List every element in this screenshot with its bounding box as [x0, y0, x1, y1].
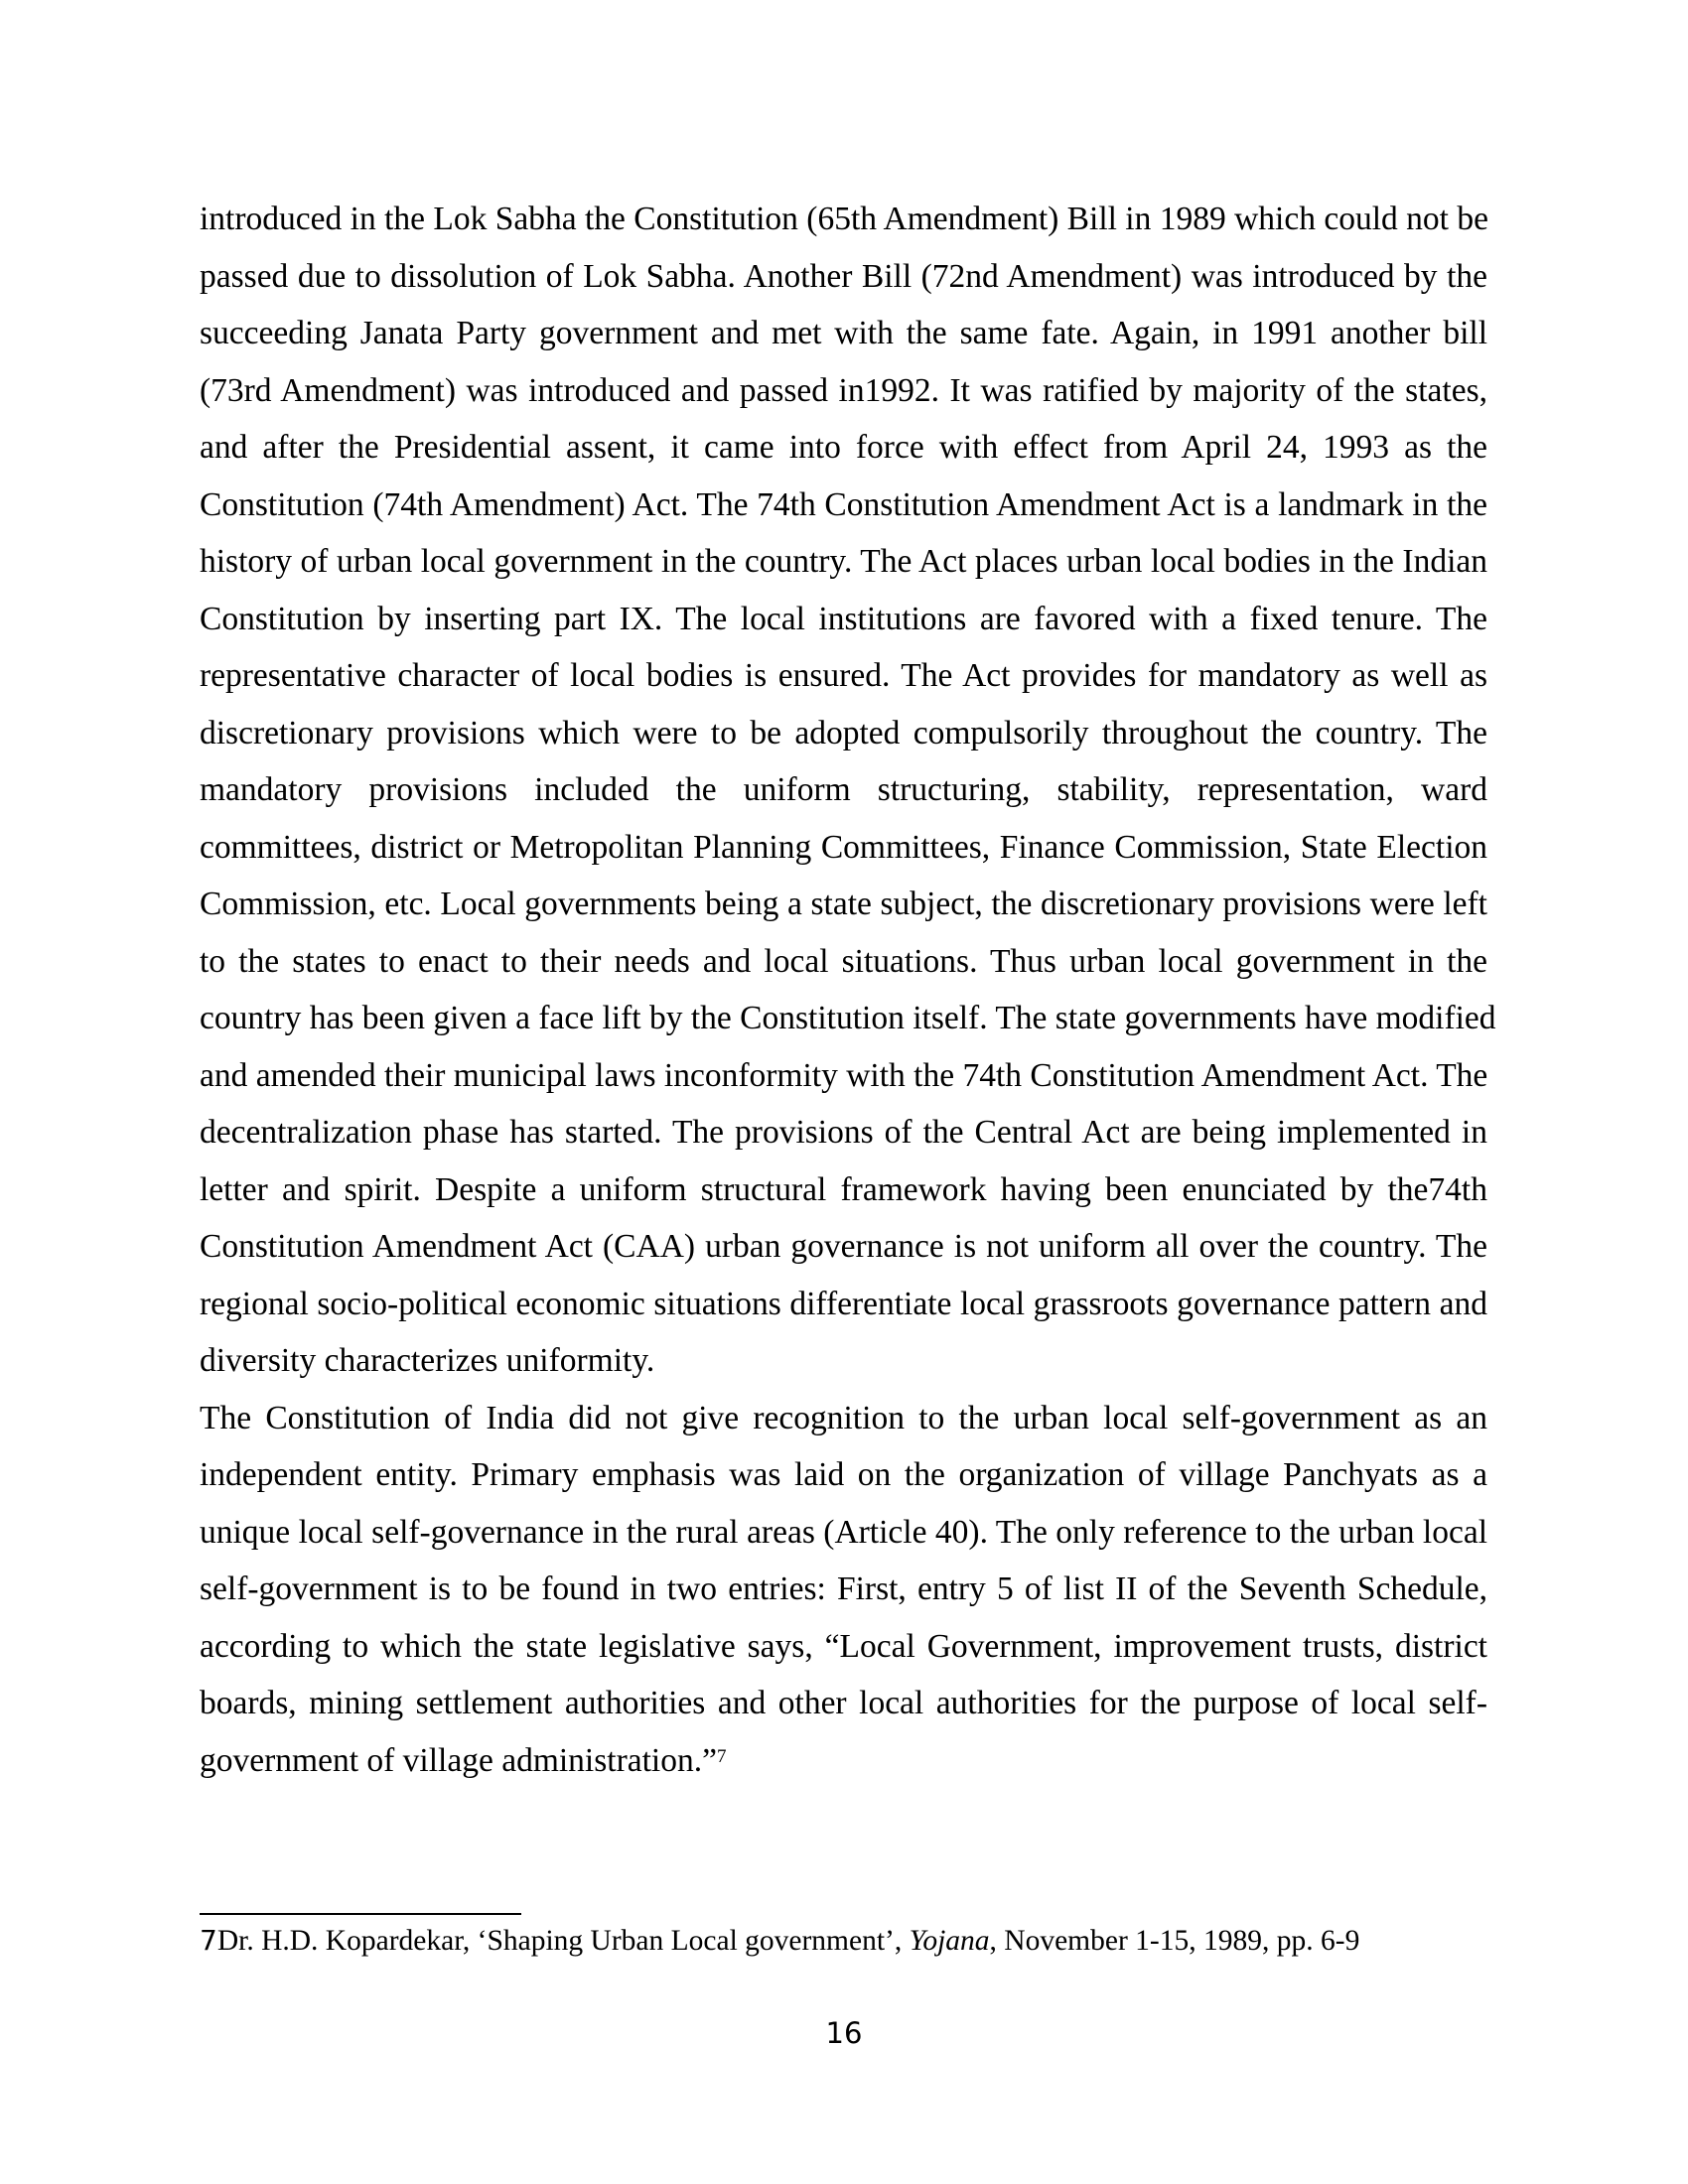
text-line: decentralization phase has started. The provisions of the Central Act are being implemented in [200, 1114, 1487, 1151]
text-line: representative character of local bodies is ensured. The Act provides for mandatory as well as [200, 657, 1487, 694]
text-line: Constitution (74th Amendment) Act. The 74th Constitution Amendment Act is a landmark in the [200, 485, 1487, 523]
text-line: boards, mining settlement authorities and other local authorities for the purpose of local self- [200, 1685, 1487, 1721]
text-line: country has been given a face lift by the Constitution itself. The state governments have modified [200, 1000, 1496, 1036]
footnote [200, 1921, 1359, 1961]
footnote-author: Dr. H.D. Kopardekar, [216, 1925, 478, 1957]
text-line: self-government is to be found in two entries: First, entry 5 of list II of the Seventh Schedule, [200, 1570, 1487, 1607]
footnote-publication: Yojana [909, 1925, 990, 1957]
text-line: mandatory provisions included the uniform structuring, stability, representation, ward [200, 771, 1487, 808]
text-line: letter and spirit. Despite a uniform structural framework having been enunciated by the74th [200, 1170, 1487, 1208]
text-line: Constitution by inserting part IX. The local institutions are favored with a fixed tenure. The [200, 600, 1487, 637]
text-line: and after the Presidential assent, it came into force with effect from April 24, 1993 as the [200, 429, 1487, 466]
text-line: committees, district or Metropolitan Planning Committees, Finance Commission, State Election [200, 828, 1487, 866]
text-line: independent entity. Primary emphasis was laid on the organization of village Panchyats as a [200, 1456, 1487, 1493]
text-line: succeeding Janata Party government and met with the same fate. Again, in 1991 another bill [200, 315, 1487, 351]
text-line: Constitution Amendment Act (CAA) urban governance is not uniform all over the country. The [200, 1228, 1487, 1265]
text-line: The Constitution of India did not give recognition to the urban local self-government as an [200, 1399, 1487, 1436]
text-line: (73rd Amendment) was introduced and passed in1992. It was ratified by majority of the states, [200, 371, 1487, 409]
footnote-title: ‘Shaping Urban Local government’, [477, 1925, 910, 1957]
footnote-separator [200, 1913, 521, 1915]
text-line: according to which the state legislative says, “Local Government, improvement trusts, district [200, 1627, 1487, 1665]
text-line [200, 1732, 1487, 1790]
footnote-reference[interactable]: 7 [716, 1745, 727, 1767]
page-number: 16 [825, 2016, 863, 2050]
text-line: history of urban local government in the country. The Act places urban local bodies in the Indian [200, 543, 1487, 580]
text-line: unique local self-governance in the rural areas (Article 40). The only reference to the urban local [200, 1513, 1487, 1551]
text-line: to the states to enact to their needs and local situations. Thus urban local government in the [200, 942, 1487, 980]
footnote-marker: 7 [200, 1924, 217, 1957]
text-line: regional socio-political economic situations differentiate local grassroots governance pattern and [200, 1285, 1487, 1322]
text-line: introduced in the Lok Sabha the Constitution (65th Amendment) Bill in 1989 which could not be [200, 201, 1488, 237]
text-line: discretionary provisions which were to be adopted compulsorily throughout the country. The [200, 714, 1487, 751]
text-line: diversity characterizes uniformity. [200, 1342, 655, 1379]
text-line: passed due to dissolution of Lok Sabha. Another Bill (72nd Amendment) was introduced by the [200, 257, 1487, 295]
text-line-content: government of village administration.” [200, 1741, 717, 1779]
paragraph-2 [200, 1390, 1487, 1790]
paragraph-1 [200, 191, 1496, 1390]
footnote-details: , November 1-15, 1989, pp. 6-9 [989, 1925, 1360, 1957]
text-line: and amended their municipal laws inconformity with the 74th Constitution Amendment Act. The [200, 1056, 1488, 1094]
text-line: Commission, etc. Local governments being a state subject, the discretionary provisions were left [200, 886, 1487, 922]
body-text [200, 191, 1496, 1789]
